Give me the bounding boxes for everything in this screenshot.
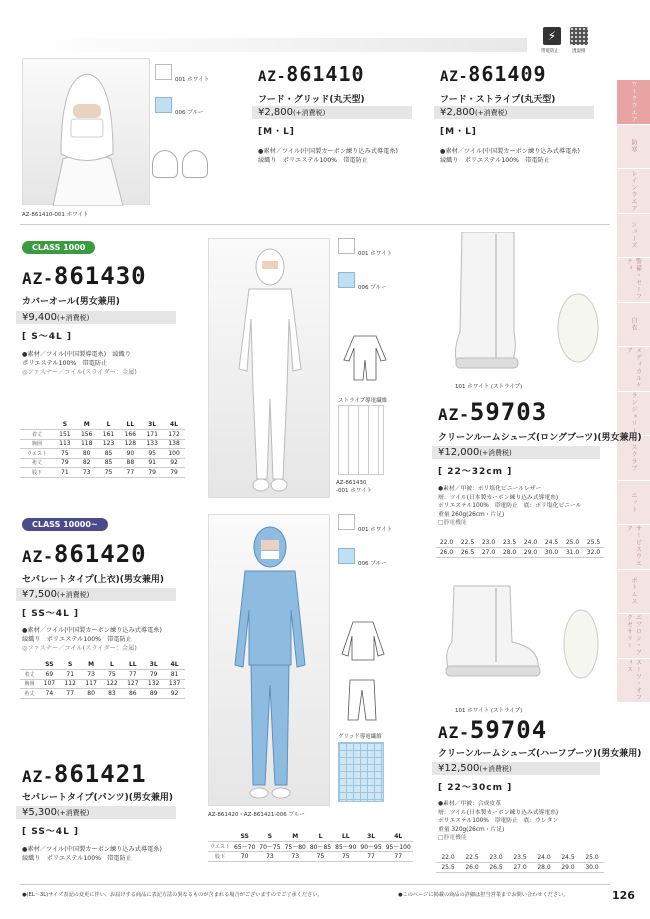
size-cell: 22.5 (457, 538, 478, 548)
swatch-blue-861430 (338, 272, 355, 288)
table-row (20, 670, 185, 680)
table-row (20, 439, 185, 449)
table-cell: LL (122, 660, 143, 670)
table-row (20, 430, 185, 440)
half-boot-caption: 101 ホワイト (ストライプ) (455, 708, 523, 714)
size-cell: 25.0 (562, 538, 583, 548)
table-cell: 4L (384, 832, 413, 842)
swatch-blue-861410 (155, 97, 172, 113)
moisture-icon (570, 27, 588, 45)
table-cell: LL (333, 832, 358, 842)
table-cell: 79 (54, 458, 76, 468)
table-cell: 74 (39, 689, 60, 699)
table-cell: 65〜70 (232, 842, 257, 852)
coverall-photo (208, 238, 330, 498)
table-cell: S (257, 832, 282, 842)
product-name-861420: セパレートタイプ(上衣)(男女兼用) (22, 575, 165, 585)
table-cell (20, 660, 39, 670)
table-cell: 80 (81, 689, 102, 699)
table-cell: 117 (81, 679, 102, 689)
material-861421: ●素材／ツイル(中国製カーボン練り込み式導電糸) 綾織り ポリエステル100% 帯電防止 (22, 846, 162, 862)
table-cell: L (102, 660, 123, 670)
size-cell: 31.0 (562, 548, 583, 558)
table-cell: 88 (119, 458, 141, 468)
side-tab-label: サービスウエア (625, 525, 642, 567)
separate-suit-photo-caption: AZ-861420・AZ-861421-006 ブルー (208, 812, 305, 818)
material-861410: ●素材／ツイル(中国製カーボン練り込み式導電糸) 綾織り ポリエステル100% 帯電防止 (258, 148, 398, 164)
hood-photo (22, 58, 150, 205)
table-cell: 71 (60, 670, 81, 680)
table-cell: 90〜95 (358, 842, 383, 852)
size-cell: 25.0 (580, 853, 604, 863)
side-tabs (617, 80, 650, 703)
product-code-861420: AZ-861420 (22, 540, 147, 568)
table-cell: 171 (141, 430, 163, 440)
size-cell: 26.0 (460, 863, 484, 873)
table-row (20, 689, 185, 699)
side-tab[interactable] (617, 303, 650, 348)
hood-illustration (23, 59, 151, 206)
half-boot-photo (440, 582, 550, 682)
table-cell: 75 (54, 449, 76, 459)
table-cell: 着丈 (20, 430, 54, 440)
table-cell: 裄丈 (20, 689, 39, 699)
table-cell: M (76, 420, 98, 430)
table-cell: 92 (164, 689, 185, 699)
table-cell: 79 (143, 670, 164, 680)
size-cell: 27.0 (508, 863, 532, 873)
side-tab[interactable] (617, 525, 650, 570)
long-boot-sole (548, 290, 608, 365)
price-861409: ¥2,800(+消費税) (434, 106, 594, 119)
size-cell: 26.5 (484, 863, 508, 873)
table-cell: 3L (143, 660, 164, 670)
hood-photo-caption: AZ-861410-001 ホワイト (22, 212, 89, 218)
product-code-861421: AZ-861421 (22, 760, 147, 788)
material-59703: ●素材／甲被：ポリ塩化ビニールレザー 層：ツイル(日本製カーボン練り込み式導電糸) ポリエステル100% 帯電防止 底：ポリ塩化ビニール 重量 260g(26cm・片足) □静電機能 (438, 486, 582, 526)
table-cell: 133 (141, 439, 163, 449)
antistatic-icon: ⚡ (543, 27, 561, 45)
table-cell: 80 (76, 449, 98, 459)
stripe-fabric-swatch (338, 405, 384, 475)
footer-note-left: ●(EL～3L)サイズ表記の変更に伴い、お届けする商品に表記方法の異なるものが含まれる場合がございますのでご了承ください。 (22, 892, 323, 898)
table-cell: 77 (119, 468, 141, 478)
product-code-861409: AZ-861409 (440, 62, 547, 86)
jacket-line-drawing (338, 618, 388, 662)
side-tab-label: ボトムス (630, 577, 637, 606)
class-badge-1000: CLASS 1000 (22, 241, 95, 254)
footer-divider (20, 884, 610, 885)
table-cell: 75 (102, 670, 123, 680)
side-tab-label: 防寒 (630, 139, 637, 154)
coverall-photo-caption: AZ-861430 -001 ホワイト (336, 480, 373, 494)
table-cell: 70 (232, 852, 257, 862)
half-boot-sole (556, 606, 606, 681)
product-name-59704: クリーンルームシューズ(ハーフブーツ)(男女兼用) (438, 749, 642, 759)
side-tab[interactable] (617, 347, 650, 392)
table-cell: L (98, 420, 120, 430)
table-cell: 股下 (208, 852, 232, 862)
table-cell: 112 (60, 679, 81, 689)
table-cell: 161 (98, 430, 120, 440)
size-cell: 26.0 (436, 548, 457, 558)
product-name-59703: クリーンルームシューズ(ロングブーツ)(男女兼用) (438, 433, 642, 443)
table-cell: 172 (163, 430, 185, 440)
table-row (436, 863, 604, 873)
table-cell: 75 (98, 468, 120, 478)
material-861409: ●素材／ツイル(中国製カーボン練り込み式導電糸) 綾織り ポリエステル100% 帯電防止 (440, 148, 580, 164)
size-861410: [M・L] (258, 127, 295, 137)
side-tab-label: スクラブ (630, 443, 637, 472)
table-cell: 123 (98, 439, 120, 449)
side-tab[interactable] (617, 258, 650, 303)
table-cell: 75〜80 (283, 842, 308, 852)
class-badge-10000: CLASS 10000~ (22, 518, 108, 531)
side-tab-label: ニット (630, 491, 637, 513)
table-cell: 77 (122, 670, 143, 680)
size-cell: 25.5 (583, 538, 604, 548)
separate-suit-photo (208, 514, 330, 806)
table-cell: 71 (54, 468, 76, 478)
table-cell: 113 (54, 439, 76, 449)
table-cell: 77 (384, 852, 413, 862)
table-cell: S (60, 660, 81, 670)
size-cell: 28.0 (499, 548, 520, 558)
swatch-white-861410 (155, 64, 172, 80)
table-cell: LL (119, 420, 141, 430)
table-cell: 股下 (20, 468, 54, 478)
table-cell: 86 (122, 689, 143, 699)
table-cell: SS (39, 660, 60, 670)
table-cell: 85〜90 (333, 842, 358, 852)
side-tab[interactable] (617, 659, 650, 704)
long-boot-photo (448, 232, 538, 372)
size-cell: 28.0 (532, 863, 556, 873)
table-cell: 着丈 (20, 670, 39, 680)
table-cell: 128 (119, 439, 141, 449)
size-cell: 24.0 (532, 853, 556, 863)
table-cell: 100 (163, 449, 185, 459)
table-cell: 85 (98, 449, 120, 459)
color-label: 006 ブルー (358, 561, 387, 567)
table-cell: 82 (76, 458, 98, 468)
table-cell: 107 (39, 679, 60, 689)
table-cell: 70〜75 (257, 842, 282, 852)
side-tab-label: ワークウエア (630, 80, 637, 123)
table-cell: 118 (76, 439, 98, 449)
side-tab-label: シューズ (630, 221, 637, 250)
size-table-861430 (20, 420, 185, 478)
table-cell: 77 (60, 689, 81, 699)
price-861410: ¥2,800(+消費税) (252, 106, 412, 119)
pants-line-drawing (342, 678, 382, 722)
size-cell: 22.0 (436, 853, 460, 863)
side-tab-label: エプロン・アクセサリー (625, 614, 642, 656)
table-cell: 80〜85 (308, 842, 333, 852)
table-cell: 91 (141, 458, 163, 468)
footer-note-right: ●このページに掲載の商品の詳細は担当営業までお問い合わせください。 (398, 892, 569, 898)
table-cell: 122 (102, 679, 123, 689)
table-row (436, 548, 604, 558)
price-861421: ¥5,300(+消費税) (16, 806, 176, 819)
product-code-861430: AZ-861430 (22, 262, 147, 290)
swatch-white-861420 (338, 514, 355, 530)
material-861430: ●素材／ツイル(中国製導電糸) 綾織り ポリエステル100% 帯電防止 ◎ファスナー／コイル(スライダー：金属) (22, 351, 137, 376)
product-code-59704: AZ-59704 (438, 716, 548, 744)
table-cell: 79 (163, 468, 185, 478)
side-tab-label: ランジェリー (630, 392, 637, 435)
size-cell: 24.5 (556, 853, 580, 863)
table-cell: 3L (358, 832, 383, 842)
side-tab[interactable] (617, 614, 650, 659)
table-cell: 95 (141, 449, 163, 459)
shoe-size-table-59703 (436, 538, 604, 558)
size-59704: [ 22～30cm ] (438, 783, 513, 793)
table-cell: 85 (98, 458, 120, 468)
table-cell: 73 (76, 468, 98, 478)
table-cell: SS (232, 832, 257, 842)
side-tab-label: レインウエア (630, 169, 637, 212)
size-861420: [ SS～4L ] (22, 609, 80, 619)
long-boot-caption: 101 ホワイト (ストライプ) (455, 384, 523, 390)
side-tab[interactable] (617, 214, 650, 259)
page-number: 126 (612, 889, 635, 902)
coverall-line-drawing (340, 334, 390, 382)
side-tab[interactable] (617, 125, 650, 170)
product-name-861421: セパレートタイプ(パンツ)(男女兼用) (22, 793, 174, 803)
table-row (20, 449, 185, 459)
color-label: 001 ホワイト (358, 527, 393, 533)
table-cell: 90 (119, 449, 141, 459)
divider (20, 224, 610, 225)
size-cell: 22.5 (460, 853, 484, 863)
table-row (208, 832, 413, 842)
side-tab-label: スーツ・オフィス (625, 658, 642, 701)
size-cell: 24.0 (520, 538, 541, 548)
table-row (208, 842, 413, 852)
side-tab-label: 白衣 (630, 317, 637, 332)
table-row (20, 660, 185, 670)
table-cell: 138 (163, 439, 185, 449)
size-cell: 29.0 (520, 548, 541, 558)
product-name-861430: カバーオール(男女兼用) (22, 297, 120, 307)
table-cell: M (283, 832, 308, 842)
side-tab[interactable] (617, 169, 650, 214)
side-tab-label: 警備・セーフティ (625, 258, 642, 300)
table-row (436, 853, 604, 863)
table-cell: 151 (54, 430, 76, 440)
size-861409: [M・L] (440, 127, 477, 137)
table-cell: 73 (81, 670, 102, 680)
table-cell: L (308, 832, 333, 842)
table-row (20, 420, 185, 430)
size-861430: [ S～4L ] (22, 332, 72, 342)
price-59704: ¥12,500(+消費税) (432, 762, 600, 775)
table-cell: 69 (39, 670, 60, 680)
table-cell (208, 832, 232, 842)
size-cell: 32.0 (583, 548, 604, 558)
size-cell: 30.0 (580, 863, 604, 873)
table-cell: 77 (358, 852, 383, 862)
table-cell: 89 (143, 689, 164, 699)
material-861420: ●素材／ツイル(中国製カーボン練り込み式導電糸) 綾織り ポリエステル100% 帯電防止 ◎ファスナー／コイル(スライダー：金属) (22, 627, 162, 652)
table-cell: 166 (119, 430, 141, 440)
size-861421: [ SS～4L ] (22, 827, 80, 837)
size-cell: 25.5 (436, 863, 460, 873)
table-cell: 132 (143, 679, 164, 689)
price-861430: ¥9,400(+消費税) (16, 311, 176, 324)
separate-suit-illustration (209, 515, 331, 807)
swatch-blue-861420 (338, 548, 355, 564)
side-tab[interactable] (617, 570, 650, 615)
table-row (20, 468, 185, 478)
color-label: 001 ホワイト (358, 251, 393, 257)
side-tab[interactable] (617, 80, 650, 125)
size-cell: 26.5 (457, 548, 478, 558)
table-cell: 75 (333, 852, 358, 862)
material-59704: ●素材／甲被：合成皮革 層：ツイル(日本製カーボン練り込み式導電糸) ポリエステル100% 帯電防止 底：ウレタン 重量 320g(26cm・片足) □静電機能 (438, 801, 559, 841)
coverall-illustration (209, 239, 331, 499)
table-row (436, 538, 604, 548)
size-cell: 23.5 (508, 853, 532, 863)
table-cell: 81 (164, 670, 185, 680)
table-cell: 胸囲 (20, 439, 54, 449)
price-59703: ¥12,000(+消費税) (432, 446, 600, 459)
table-cell: 胸囲 (20, 679, 39, 689)
size-cell: 22.0 (436, 538, 457, 548)
table-cell: 73 (283, 852, 308, 862)
stripe-label: ストライプ導電繊維 (338, 398, 388, 404)
table-cell: 裄丈 (20, 458, 54, 468)
size-cell: 23.0 (484, 853, 508, 863)
size-cell: 29.0 (556, 863, 580, 873)
table-cell: M (81, 660, 102, 670)
table-row (20, 458, 185, 468)
shoe-size-table-59704 (436, 853, 604, 873)
table-cell: 137 (164, 679, 185, 689)
grid-label: グリッド導電繊維 (338, 734, 382, 740)
table-cell: 95〜100 (384, 842, 413, 852)
product-code-861410: AZ-861410 (258, 62, 365, 86)
header-icon1-label: 帯電防止 (541, 49, 559, 54)
size-59703: [ 22～32cm ] (438, 467, 513, 477)
size-table-861420 (20, 660, 185, 699)
table-cell: S (54, 420, 76, 430)
product-code-59703: AZ-59703 (438, 398, 548, 426)
table-cell: ウエスト (208, 842, 232, 852)
table-cell: 79 (141, 468, 163, 478)
table-cell: 73 (257, 852, 282, 862)
table-row (208, 852, 413, 862)
product-name-861409: フード・ストライプ(丸天型) (440, 95, 556, 105)
size-cell: 30.0 (541, 548, 562, 558)
side-tab[interactable] (617, 481, 650, 526)
table-cell (20, 420, 54, 430)
size-table-861421 (208, 832, 413, 862)
size-cell: 27.0 (478, 548, 499, 558)
table-row (20, 679, 185, 689)
size-cell: 23.5 (499, 538, 520, 548)
table-cell: 156 (76, 430, 98, 440)
size-cell: 24.5 (541, 538, 562, 548)
table-cell: 92 (163, 458, 185, 468)
hood-detail-2 (182, 150, 208, 178)
table-cell: 4L (163, 420, 185, 430)
color-label: 006 ブルー (175, 110, 204, 116)
table-cell: ウエスト (20, 449, 54, 459)
color-label: 001 ホワイト (175, 77, 210, 83)
table-cell: 3L (141, 420, 163, 430)
side-tab-label: メディカルケア (625, 347, 642, 389)
hood-detail-1 (152, 150, 178, 178)
header-icon2-label: 透湿撥 (572, 49, 586, 54)
grid-fabric-swatch (338, 742, 384, 802)
table-cell: 75 (308, 852, 333, 862)
header-bar (22, 38, 527, 52)
swatch-white-861430 (338, 238, 355, 254)
product-name-861410: フード・グリッド(丸天型) (258, 95, 365, 105)
color-label: 006 ブルー (358, 285, 387, 291)
table-cell: 127 (122, 679, 143, 689)
price-861420: ¥7,500(+消費税) (16, 588, 176, 601)
table-cell: 83 (102, 689, 123, 699)
size-cell: 23.0 (478, 538, 499, 548)
table-cell: 4L (164, 660, 185, 670)
